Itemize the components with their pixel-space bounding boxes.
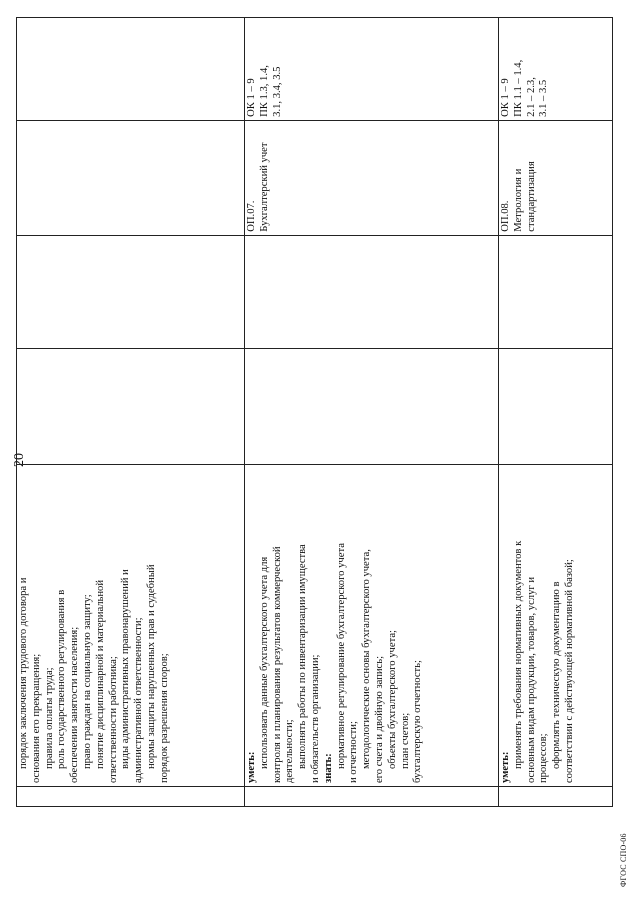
empty-cell bbox=[17, 787, 245, 807]
requirement-line: порядок разрешения споров; bbox=[158, 653, 170, 784]
empty-cell bbox=[245, 235, 499, 349]
requirement-line: соответствии с действующей нормативной базой; bbox=[563, 559, 575, 784]
requirement-line: и отчетности; bbox=[348, 721, 360, 784]
empty-cell bbox=[245, 349, 499, 465]
empty-cell bbox=[17, 349, 245, 465]
requirement-line: право граждан на социальную защиту; bbox=[81, 594, 93, 770]
empty-cell bbox=[17, 235, 245, 349]
requirement-line: бухгалтерскую отчетность; bbox=[412, 660, 424, 784]
requirement-line: применять требования нормативных документов к bbox=[512, 540, 524, 770]
requirement-line: виды административных правонарушений и bbox=[120, 569, 132, 770]
document-footer: ФГОС СПО-06 bbox=[619, 833, 628, 887]
discipline-name: ОП.08. Метрология и стандартизация bbox=[500, 161, 537, 232]
standard-table bbox=[16, 17, 613, 807]
requirement-line: процессов; bbox=[538, 733, 550, 784]
empty-cell bbox=[499, 787, 613, 807]
competences-cell bbox=[499, 18, 613, 121]
requirements-cell bbox=[17, 465, 245, 787]
requirement-line: использовать данные бухгалтерского учета для bbox=[258, 556, 270, 770]
requirement-line: административной ответственности; bbox=[133, 617, 145, 784]
table-row bbox=[499, 18, 613, 807]
requirement-line: контроля и планирования результатов коммерческой bbox=[271, 546, 283, 784]
competence-codes: ОК 1 – 9 ПК 1.3, 1.4, 3.1, 3.4, 3.5 bbox=[246, 65, 283, 117]
requirements-cell bbox=[499, 465, 613, 787]
requirement-line: объекты бухгалтерского учета; bbox=[386, 630, 398, 770]
requirement-line: оформлять техническую документацию в bbox=[551, 581, 563, 770]
table-row bbox=[17, 18, 245, 807]
competences-cell bbox=[245, 18, 499, 121]
requirement-line: роль государственного регулирования в bbox=[56, 589, 68, 770]
requirement-line: правила оплаты труда; bbox=[43, 667, 55, 770]
discipline-cell bbox=[499, 120, 613, 235]
requirement-line: его счета и двойную запись; bbox=[373, 655, 385, 784]
requirement-line: ответственности работника; bbox=[107, 656, 119, 784]
discipline-cell bbox=[245, 120, 499, 235]
requirement-line: обеспечении занятости населения; bbox=[69, 626, 81, 784]
requirements-cell bbox=[245, 465, 499, 787]
empty-cell bbox=[245, 787, 499, 807]
discipline-cell bbox=[17, 120, 245, 235]
requirement-line: выполнять работы по инвентаризации имущества bbox=[297, 544, 309, 770]
requirement-line: деятельности; bbox=[284, 719, 296, 784]
empty-cell bbox=[499, 235, 613, 349]
requirement-line: уметь: bbox=[500, 751, 511, 784]
requirement-line: порядок заключения трудового договора и bbox=[18, 577, 29, 770]
page-number: 20 bbox=[12, 453, 27, 467]
competence-codes: ОК 1 – 9 ПК 1.1 – 1.4, 2.1 – 2.3, 3.1 – 3.5 bbox=[500, 59, 550, 117]
requirement-line: знать: bbox=[322, 753, 334, 784]
empty-cell bbox=[499, 349, 613, 465]
requirement-line: основания его прекращения; bbox=[30, 653, 42, 784]
requirement-line: основным видам продукции, товаров, услуг и bbox=[525, 576, 537, 784]
requirement-line: уметь: bbox=[246, 751, 257, 784]
table-row bbox=[245, 18, 499, 807]
requirement-line: нормы защиты нарушенных прав и судебный bbox=[145, 564, 157, 770]
requirement-line: понятие дисциплинарной и материальной bbox=[94, 579, 106, 770]
competences-cell bbox=[17, 18, 245, 121]
requirement-line: план счетов; bbox=[399, 712, 411, 770]
requirement-line: методологические основы бухгалтерского учета, bbox=[361, 549, 373, 770]
requirement-line: и обязательств организации; bbox=[309, 654, 321, 784]
requirement-line: нормативное регулирование бухгалтерского учета bbox=[335, 543, 347, 770]
discipline-name: ОП.07. Бухгалтерский учет bbox=[246, 142, 270, 232]
